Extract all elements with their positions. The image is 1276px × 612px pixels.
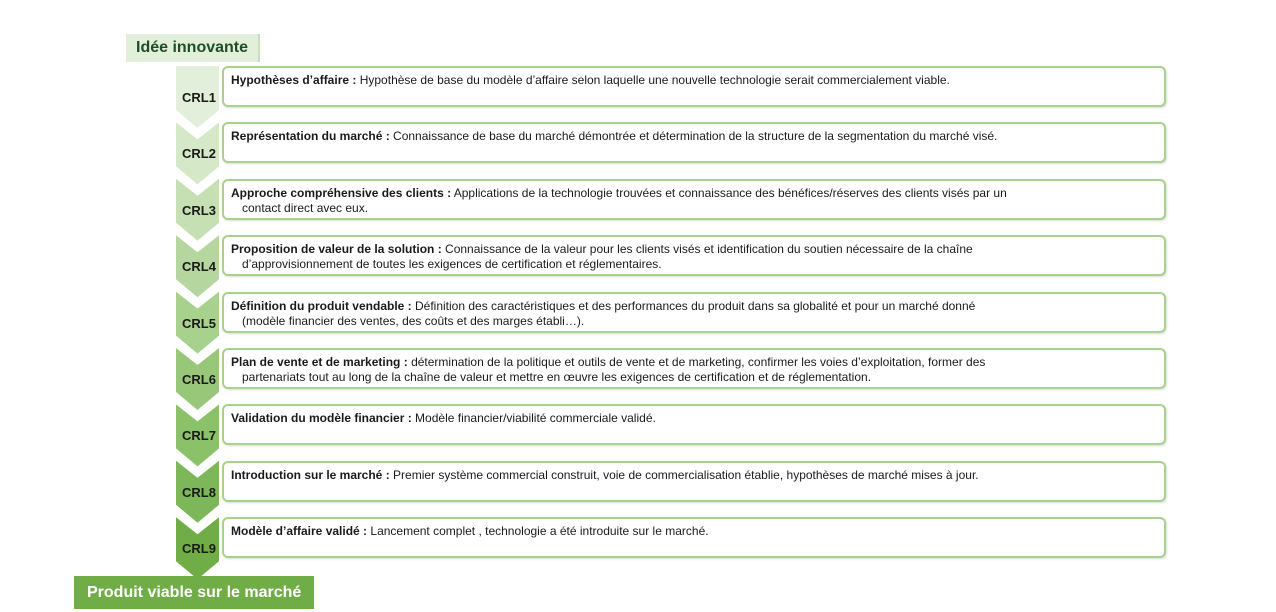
crl-title: Validation du modèle financier : (231, 411, 412, 426)
crl-description-box (222, 517, 1166, 558)
crl-description: détermination de la politique et outils de vente et de marketing, confirmer les voies d’exploitation, former des (411, 355, 986, 369)
crl-code: CRL2 (182, 146, 216, 162)
crl-description-box (222, 404, 1166, 445)
crl-code: CRL5 (182, 315, 216, 331)
crl-code: CRL8 (182, 484, 216, 500)
crl-description: Lancement complet , technologie a été introduite sur le marché. (370, 524, 709, 539)
crl-description-box (222, 292, 1166, 333)
crl-title: Introduction sur le marché : (231, 467, 390, 482)
crl-title: Modèle d’affaire validé : (231, 524, 368, 539)
crl-title: Définition du produit vendable : (231, 298, 412, 313)
crl-description-continued: partenariats tout au long de la chaîne de valeur et mettre en œuvre les exigences de certification et de réglementation. (242, 370, 872, 384)
crl-description: Applications de la technologie trouvées et connaissance des bénéfices/réserves des clients visés par un (453, 185, 1007, 200)
crl-description: Connaissance de base du marché démontrée et détermination de la structure de la segmentation du marché visé. (393, 129, 998, 144)
crl-description-box (222, 179, 1166, 220)
end-label: Produit viable sur le marché (74, 576, 314, 609)
crl-description: Définition des caractéristiques et des performances du produit dans sa globalité et pour un marché donné (415, 298, 976, 313)
crl-description-continued: d’approvisionnement de toutes les exigences de certification et réglementaires. (242, 257, 662, 272)
crl-title: Représentation du marché : (231, 129, 390, 144)
crl-code: CRL4 (182, 259, 216, 275)
crl-description: Hypothèse de base du modèle d’affaire selon laquelle une nouvelle technologie serait commercialement viable. (359, 73, 950, 87)
crl-title: Hypothèses d’affaire : (231, 73, 357, 87)
crl-title: Proposition de valeur de la solution : (231, 242, 442, 257)
crl-description-box (222, 461, 1166, 502)
crl-code: CRL6 (182, 372, 216, 387)
crl-description: Modèle financier/viabilité commerciale validé. (415, 411, 656, 426)
crl-description-box (222, 66, 1166, 107)
crl-code: CRL7 (182, 428, 216, 444)
crl-code: CRL3 (182, 202, 216, 218)
crl-title: Plan de vente et de marketing : (231, 355, 408, 369)
crl-description-box (222, 122, 1166, 163)
crl-code: CRL9 (182, 541, 216, 557)
crl-description-continued: contact direct avec eux. (242, 200, 369, 215)
start-label: Idée innovante (126, 34, 260, 62)
crl-title: Approche compréhensive des clients : (231, 185, 452, 200)
crl-code: CRL1 (182, 90, 216, 105)
crl-description: Connaissance de la valeur pour les clients visés et identification du soutien nécessaire de la chaîne (445, 242, 973, 257)
crl-description: Premier système commercial construit, voie de commercialisation établie, hypothèses de marché mises à jour. (393, 467, 979, 482)
crl-description-box (222, 348, 1166, 389)
crl-description-box (222, 235, 1166, 276)
crl-description-continued: (modèle financier des ventes, des coûts et des marges établi…). (242, 313, 585, 328)
